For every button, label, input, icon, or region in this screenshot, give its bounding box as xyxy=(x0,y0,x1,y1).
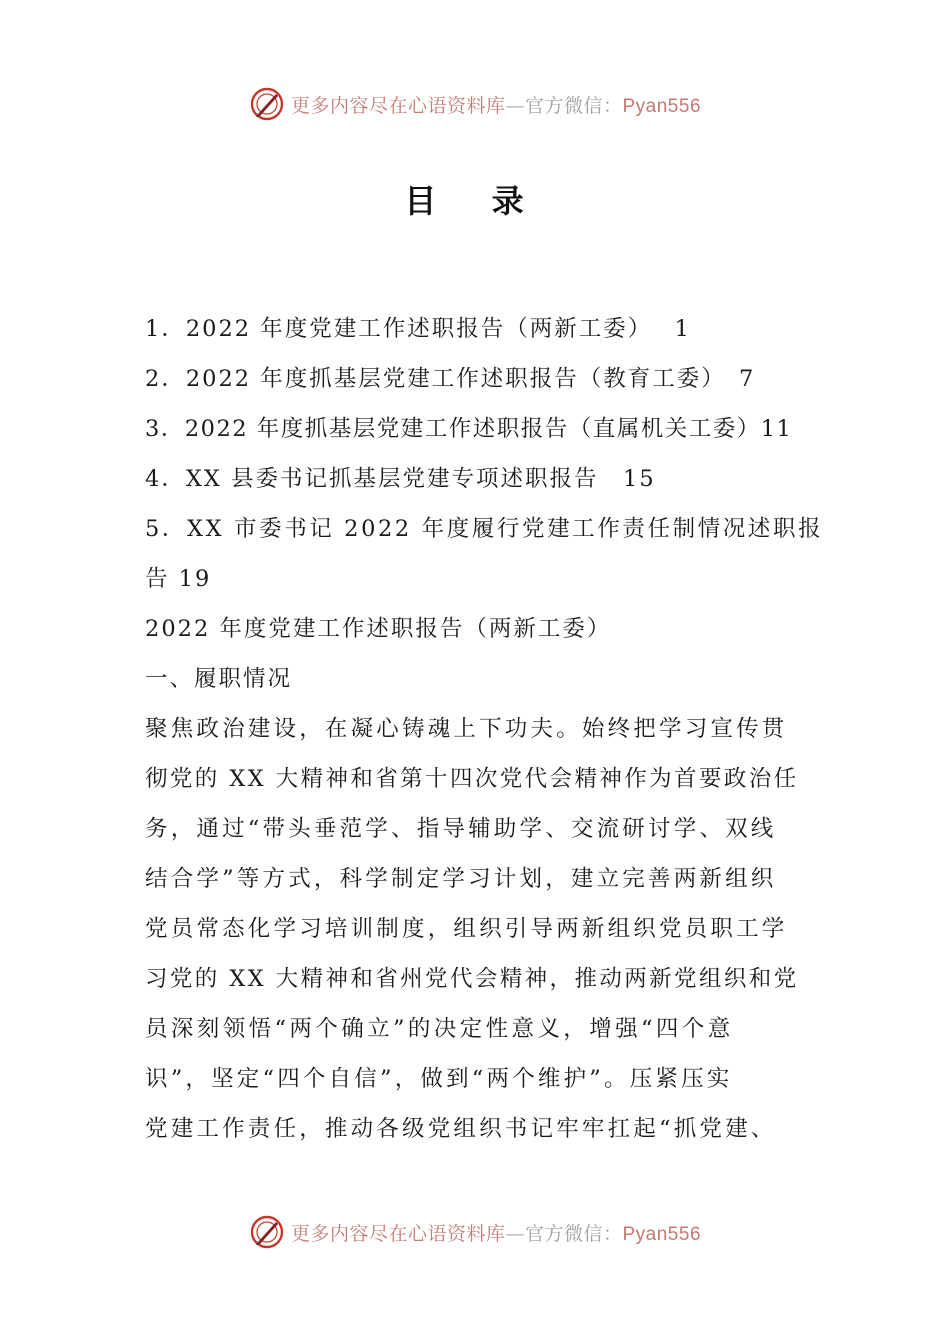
toc-entry: 2．2022 年度抓基层党建工作述职报告（教育工委） 7 xyxy=(145,366,756,392)
toc-entry: 1．2022 年度党建工作述职报告（两新工委） 1 xyxy=(145,316,691,342)
toc-entry-continuation: 告 19 xyxy=(145,566,212,592)
section-title: 2022 年度党建工作述职报告（两新工委） xyxy=(145,616,612,642)
body-paragraph-line: 识”，坚定“四个自信”，做到“两个维护”。压紧压实 xyxy=(145,1066,733,1092)
watermark-text: 更多内容尽在心语资料库—官方微信：Pyan556 xyxy=(290,94,702,117)
body-paragraph-line: 员深刻领悟“两个确立”的决定性意义，增强“四个意 xyxy=(145,1016,734,1042)
toc-entry: 5．XX 市委书记 2022 年度履行党建工作责任制情况述职报 xyxy=(145,516,824,542)
subsection-heading: 一、履职情况 xyxy=(145,666,293,692)
body-paragraph-line: 结合学”等方式，科学制定学习计划，建立完善两新组织 xyxy=(145,866,777,892)
pen-logo-icon xyxy=(249,86,285,122)
footer-watermark xyxy=(0,1210,950,1254)
body-paragraph-line: 党员常态化学习培训制度，组织引导两新组织党员职工学 xyxy=(145,916,788,942)
page-title: 目 录 xyxy=(404,182,546,220)
toc-entry: 3．2022 年度抓基层党建工作述职报告（直属机关工委）11 xyxy=(145,416,793,442)
header-watermark xyxy=(0,82,950,126)
body-paragraph-line: 聚焦政治建设，在凝心铸魂上下功夫。始终把学习宣传贯 xyxy=(145,716,788,742)
body-paragraph-line: 务，通过“带头垂范学、指导辅助学、交流研讨学、双线 xyxy=(145,816,777,842)
toc-entry: 4．XX 县委书记抓基层党建专项述职报告 15 xyxy=(145,466,656,492)
body-paragraph-line: 彻党的 XX 大精神和省第十四次党代会精神作为首要政治任 xyxy=(145,766,799,792)
body-paragraph-line: 习党的 XX 大精神和省州党代会精神，推动两新党组织和党 xyxy=(145,966,799,992)
pen-logo-icon xyxy=(249,1214,285,1250)
document-body xyxy=(145,304,824,1154)
watermark-text: 更多内容尽在心语资料库—官方微信：Pyan556 xyxy=(290,1222,702,1245)
body-paragraph-line: 党建工作责任，推动各级党组织书记牢牢扛起“抓党建、 xyxy=(145,1116,777,1142)
